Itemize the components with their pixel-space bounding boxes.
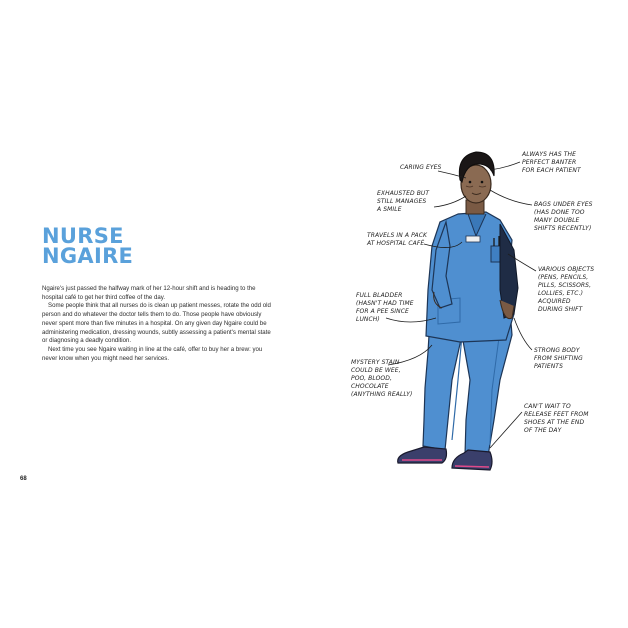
callout-strong-body: STRONG BODY FROM SHIFTING PATIENTS [534, 347, 583, 370]
callout-full-bladder: FULL BLADDER (HASN'T HAD TIME FOR A PEE SINCE LUNCH) [356, 292, 414, 323]
paragraph-3: Next time you see Ngaire waiting in line at the café, offer to buy her a brew: you never know when you might need her services. [42, 345, 263, 362]
callout-perfect-banter: ALWAYS HAS THE PERFECT BANTER FOR EACH PATIENT [522, 151, 581, 174]
callout-bags-under-eyes: BAGS UNDER EYES (HAS DONE TOO MANY DOUBLE SHIFTS RECENTLY) [534, 201, 593, 232]
callout-caring-eyes: CARING EYES [400, 164, 442, 171]
callout-mystery-stain: MYSTERY STAIN COULD BE WEE, POO, BLOOD, CHOCOLATE (ANYTHING REALLY) [351, 359, 413, 398]
nurse-eye-right [481, 181, 484, 184]
callout-exhausted-smile: EXHAUSTED BUT STILL MANAGES A SMILE [377, 190, 430, 213]
nurse-eye-left [469, 181, 472, 184]
callout-various-objects: VARIOUS OBJECTS (PENS, PENCILS, PILLS, SCISSORS, LOLLIES, ETC.) ACQUIRED DURING SHIFT [538, 266, 595, 313]
title-line-2: NGAIRE [42, 244, 134, 268]
page-number: 68 [20, 476, 27, 482]
name-badge [466, 236, 480, 242]
title-line-1: NURSE [42, 224, 124, 248]
callout-release-feet: CAN'T WAIT TO RELEASE FEET FROM SHOES AT THE END OF THE DAY [524, 403, 589, 434]
paragraph-1: Ngaire's just passed the halfway mark of her 12-hour shift and is heading to the hospital café to get her third coffee of the day. [42, 285, 256, 301]
paragraph-2: Some people think that all nurses do is clean up patient messes, rotate the odd old person and do whatever the doctor tells them to do. Those people have obviously never spent more than five minutes in a hospital. On any given day Ngaire could be administering medication, dressing wounds, subtly assessing a patient's mental state or diagnosing a deadly condition. [42, 302, 271, 345]
callout-travels-in-pack: TRAVELS IN A PACK AT HOSPITAL CAFÉ [367, 232, 428, 247]
